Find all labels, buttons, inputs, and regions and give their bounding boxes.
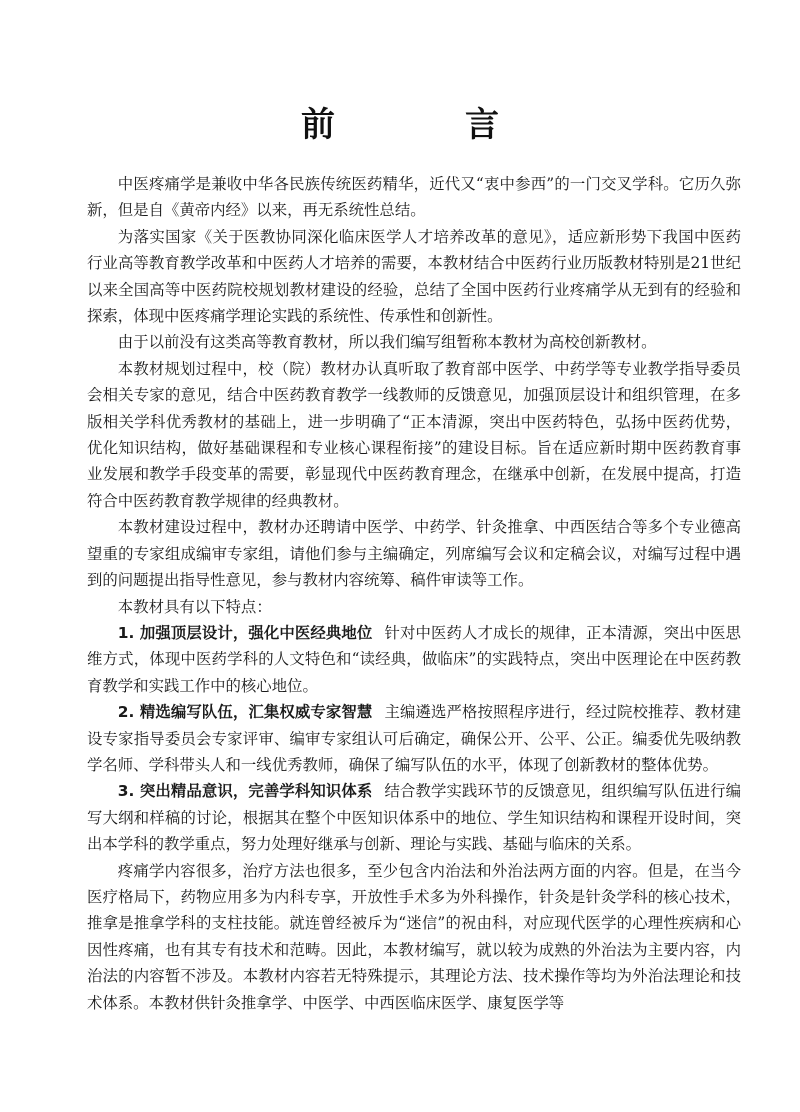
- paragraph: 本教材具有以下特点：: [117, 597, 272, 616]
- feature-heading: 1. 加强顶层设计，强化中医经典地位: [117, 623, 373, 642]
- feature-text: 结合教学实践环节的反馈意见，组织编写队伍进行编写大纲和样稿的讨论，根据其在整个中医知识体系中的地位、学生知识结构和课程开设时间，突出本学科的教学重点，努力处理好继承与创新、理论与实践、基础与临床的关系。: [87, 782, 741, 854]
- feature-item: [87, 699, 741, 778]
- paragraph: 为落实国家《关于医教协同深化临床医学人才培养改革的意见》，适应新形势下我国中医药行业高等教育教学改革和中医药人才培养的需要，本教材结合中医药行业历版教材特别是21世纪以来全国高等中医药院校规划教材建设的经验，总结了全国中医药行业疼痛学从无到有的经验和探索，体现中医疼痛学理论实践的系统性、传承性和创新性。: [87, 227, 741, 326]
- paragraph: 疼痛学内容很多，治疗方法也很多，至少包含内治法和外治法两方面的内容。但是，在当今医疗格局下，药物应用多为内科专享，开放性手术多为外科操作，针灸是针灸学科的核心技术，推拿是推拿学科的支柱技能。就连曾经被斥为“迷信”的祝由科，对应现代医学的心理性疾病和心因性疼痛，也有其专有技术和范畴。因此，本教材编写，就以较为成熟的外治法为主要内容，内治法的内容暂不涉及。本教材内容若无特殊提示，其理论方法、技术操作等均为外治法理论和技术体系。本教材供针灸推拿学、中医学、中西医临床医学、康复医学等: [87, 861, 741, 1012]
- paragraph: 中医疼痛学是兼收中华各民族传统医药精华，近代又“衷中参西”的一门交叉学科。它历久弥新，但是自《黄帝内经》以来，再无系统性总结。: [87, 175, 741, 220]
- preface-body: [87, 171, 741, 1016]
- feature-item: [87, 620, 741, 699]
- feature-heading: 2. 精选编写队伍，汇集权威专家智慧: [117, 703, 373, 722]
- feature-text: 主编遴选严格按照程序进行，经过院校推荐、教材建设专家指导委员会专家评审、编审专家组认可后确定，确保公开、公平、公正。编委优先吸纳教学名师、学科带头人和一线优秀教师，确保了编写队伍的水平，体现了创新教材的整体优势。: [87, 703, 741, 774]
- paragraph: 本教材规划过程中，校（院）教材办认真听取了教育部中医学、中药学等专业教学指导委员会相关专家的意见，结合中医药教育教学一线教师的反馈意见，加强顶层设计和组织管理，在多版相关学科优秀教材的基础上，进一步明确了“正本清源，突出中医药特色，弘扬中医药优势，优化知识结构，做好基础课程和专业核心课程衔接”的建设目标。旨在适应新时期中医药教育事业发展和教学手段变革的需要，彰显现代中医药教育理念，在继承中创新，在发展中提高，打造符合中医药教育教学规律的经典教材。: [87, 359, 741, 510]
- paragraph: 由于以前没有这类高等教育教材，所以我们编写组暂称本教材为高校创新教材。: [117, 333, 657, 352]
- page-title: 前 言: [301, 105, 547, 145]
- feature-text: 针对中医药人才成长的规律，正本清源，突出中医思维方式，体现中医药学科的人文特色和“读经典，做临床”的实践特点，突出中医理论在中医药教育教学和实践工作中的核心地位。: [87, 623, 741, 695]
- feature-heading: 3. 突出精品意识，完善学科知识体系: [117, 782, 373, 801]
- feature-item: [87, 778, 741, 857]
- paragraph: 本教材建设过程中，教材办还聘请中医学、中药学、针灸推拿、中西医结合等多个专业德高望重的专家组成编审专家组，请他们参与主编确定，列席编写会议和定稿会议，对编写过程中遇到的问题提出指导性意见，参与教材内容统筹、稿件审读等工作。: [87, 518, 741, 590]
